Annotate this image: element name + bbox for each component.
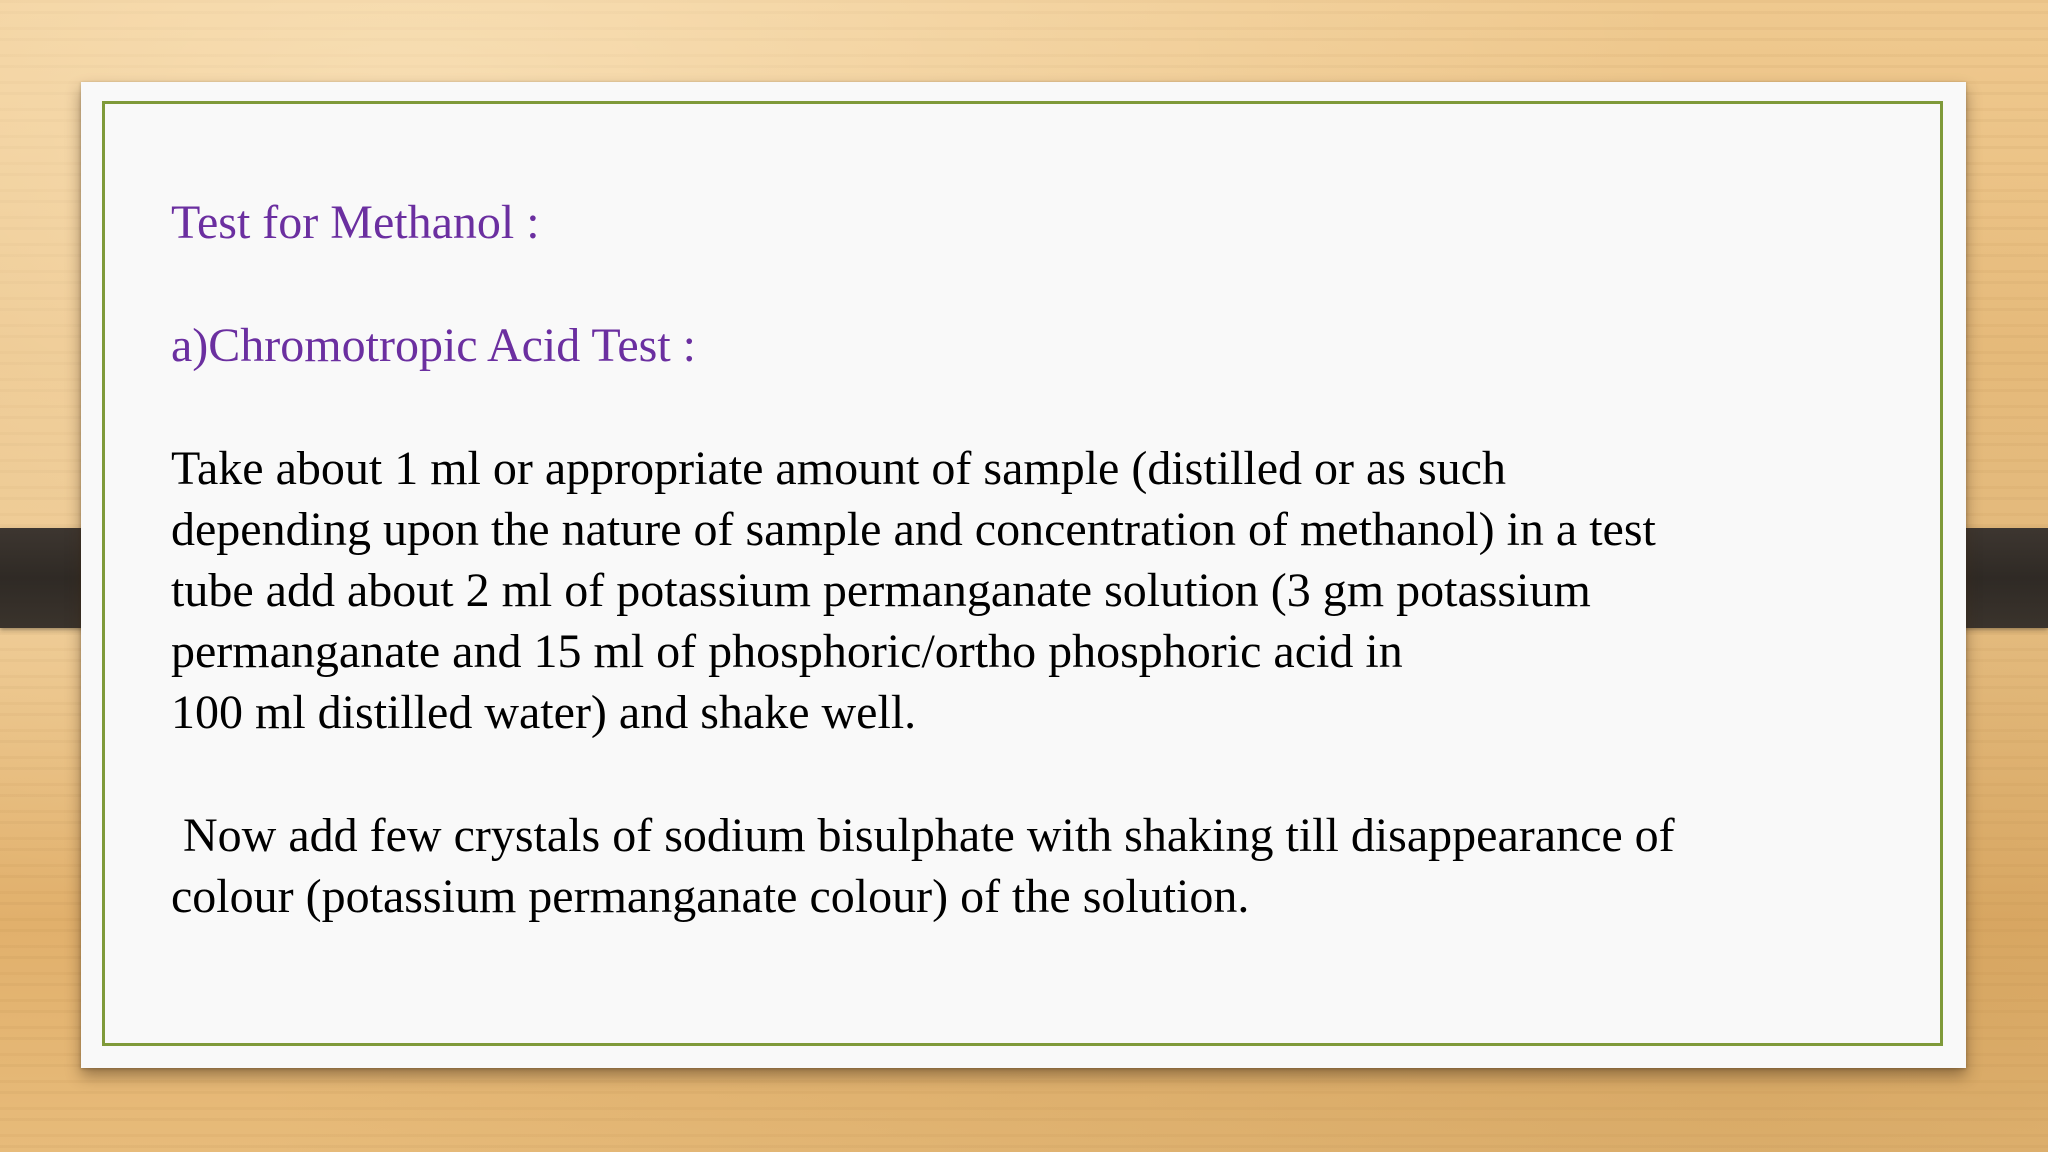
paragraph-line: tube add about 2 ml of potassium permanganate solution (3 gm potassium <box>171 564 1591 617</box>
paragraph-line: permanganate and 15 ml of phosphoric/ortho phosphoric acid in <box>171 625 1403 678</box>
slide-title: Test for Methanol : <box>171 196 540 249</box>
paragraph-line: Now add few crystals of sodium bisulphate with shaking till disappearance of <box>171 809 1675 862</box>
procedure-paragraph-1 <box>171 438 1891 743</box>
slide-card <box>81 82 1966 1068</box>
paragraph-line: colour (potassium permanganate colour) of the solution. <box>171 870 1250 923</box>
slide-content <box>171 192 1891 927</box>
procedure-paragraph-2 <box>171 805 1891 927</box>
paragraph-line: depending upon the nature of sample and concentration of methanol) in a test <box>171 503 1656 556</box>
section-heading: a)Chromotropic Acid Test : <box>171 319 696 372</box>
paragraph-line: Take about 1 ml or appropriate amount of sample (distilled or as such <box>171 442 1506 495</box>
paragraph-line: 100 ml distilled water) and shake well. <box>171 686 917 739</box>
